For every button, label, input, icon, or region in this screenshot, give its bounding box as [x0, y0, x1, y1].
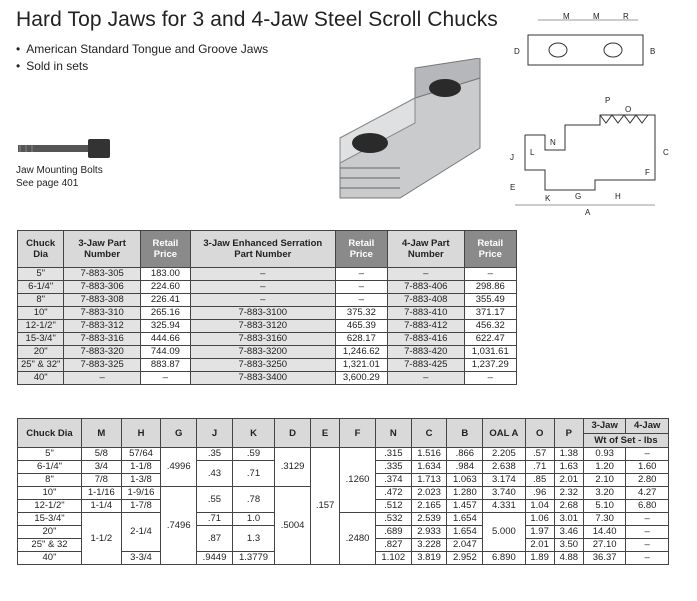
table-cell: 444.66	[140, 333, 190, 346]
table-row	[18, 294, 517, 307]
table-cell: 2.80	[626, 474, 669, 487]
table-cell: 7-883-3160	[190, 333, 335, 346]
table-cell: 3-3/4	[121, 552, 161, 565]
table-cell: 1.63	[554, 461, 583, 474]
col-header: K	[232, 419, 274, 448]
table-cell: –	[626, 448, 669, 461]
table-cell: 12-1/2"	[18, 320, 64, 333]
dim-label: F	[645, 168, 650, 177]
table-cell: –	[190, 294, 335, 307]
table-cell: 1.3	[232, 526, 274, 552]
table-cell: 7-883-425	[388, 359, 464, 372]
table-cell: 1.20	[583, 461, 625, 474]
table-cell: 183.00	[140, 268, 190, 281]
col-header: D	[275, 419, 311, 448]
table-cell: 7-883-420	[388, 346, 464, 359]
table-cell: .4996	[161, 448, 197, 487]
table-cell: 1.97	[525, 526, 554, 539]
table-cell: 5.10	[583, 500, 625, 513]
table-cell: 1.89	[525, 552, 554, 565]
table-cell: 7-883-3120	[190, 320, 335, 333]
dim-label: B	[650, 47, 656, 56]
table-cell: 5.000	[483, 513, 525, 552]
bolt-caption: Jaw Mounting Bolts See page 401	[16, 165, 103, 189]
dim-label: H	[615, 192, 621, 201]
table-cell: 1.634	[411, 461, 447, 474]
table-cell: 7-883-310	[64, 307, 140, 320]
table-cell: 744.09	[140, 346, 190, 359]
table-cell: 7-883-410	[388, 307, 464, 320]
bullet-item: • Sold in sets	[16, 58, 268, 75]
page-title: Hard Top Jaws for 3 and 4-Jaw Steel Scroll Chucks	[16, 8, 498, 31]
table-cell: 1-1/8	[121, 461, 161, 474]
col-header: OAL A	[483, 419, 525, 448]
table-cell: –	[335, 268, 387, 281]
table-cell: 1.654	[447, 526, 483, 539]
table-cell: –	[388, 268, 464, 281]
col-header: G	[161, 419, 197, 448]
table-cell: 3.228	[411, 539, 447, 552]
table-cell: –	[626, 513, 669, 526]
table-cell: .85	[525, 474, 554, 487]
table-cell: .43	[197, 461, 233, 487]
table-cell: 3.46	[554, 526, 583, 539]
table-cell: .2480	[340, 513, 376, 565]
table-cell: 5"	[18, 448, 82, 461]
table-cell: 57/64	[121, 448, 161, 461]
dim-label: R	[623, 12, 629, 21]
table-cell: 226.41	[140, 294, 190, 307]
table-cell: .472	[375, 487, 411, 500]
table-cell: 20"	[18, 526, 82, 539]
dim-label: E	[510, 183, 516, 192]
table-cell: 371.17	[464, 307, 517, 320]
col-header: 4-Jaw Part Number	[388, 231, 464, 268]
table-cell: 7-883-316	[64, 333, 140, 346]
table-cell: .71	[197, 513, 233, 526]
table-cell: 14.40	[583, 526, 625, 539]
col-header: E	[310, 419, 339, 448]
table-cell: 3,600.29	[335, 372, 387, 385]
table-cell: –	[190, 281, 335, 294]
col-header: M	[81, 419, 121, 448]
table-cell: .78	[232, 487, 274, 513]
table-cell: 4.88	[554, 552, 583, 565]
table-cell: 2.01	[554, 474, 583, 487]
table-cell: .532	[375, 513, 411, 526]
table-cell: 325.94	[140, 320, 190, 333]
table-cell: –	[626, 539, 669, 552]
table-cell: 2.32	[554, 487, 583, 500]
table-cell: 1-1/16	[81, 487, 121, 500]
dim-label: P	[605, 96, 611, 105]
col-header: N	[375, 419, 411, 448]
table-cell: 1,246.62	[335, 346, 387, 359]
table-cell: .374	[375, 474, 411, 487]
table-cell: 2.952	[447, 552, 483, 565]
table-cell: 3.50	[554, 539, 583, 552]
table-cell: 2.68	[554, 500, 583, 513]
table-row	[18, 281, 517, 294]
table-cell: .71	[232, 461, 274, 487]
price-table	[17, 230, 517, 385]
table-cell: 27.10	[583, 539, 625, 552]
table-cell: 7-883-325	[64, 359, 140, 372]
col-header: 4-Jaw	[626, 419, 669, 434]
table-cell: 3.174	[483, 474, 525, 487]
table-cell: 1,321.01	[335, 359, 387, 372]
table-cell: 15-3/4"	[18, 333, 64, 346]
table-cell: 6.890	[483, 552, 525, 565]
table-cell: 7-883-3400	[190, 372, 335, 385]
dimensions-table	[17, 418, 669, 565]
table-cell: 1.04	[525, 500, 554, 513]
side-view-diagram	[505, 95, 685, 220]
table-cell: 7-883-308	[64, 294, 140, 307]
table-cell: 1.06	[525, 513, 554, 526]
table-cell: 25" & 32	[18, 539, 82, 552]
table-cell: 375.32	[335, 307, 387, 320]
bullet-item: • American Standard Tongue and Groove Jaws	[16, 41, 268, 58]
table-cell: 7/8	[81, 474, 121, 487]
col-header: B	[447, 419, 483, 448]
table-row	[18, 333, 517, 346]
table-cell: .35	[197, 448, 233, 461]
dim-label: N	[550, 138, 556, 147]
table-cell: .335	[375, 461, 411, 474]
table-cell: 10"	[18, 307, 64, 320]
table-cell: 4.27	[626, 487, 669, 500]
table-cell: 40"	[18, 552, 82, 565]
table-row	[18, 320, 517, 333]
table-cell: 3.20	[583, 487, 625, 500]
dim-label: C	[663, 148, 669, 157]
table-cell: 2.205	[483, 448, 525, 461]
table-cell: 7-883-406	[388, 281, 464, 294]
table-cell: .96	[525, 487, 554, 500]
table-cell: 6.80	[626, 500, 669, 513]
table-cell: 3/4	[81, 461, 121, 474]
col-header: P	[554, 419, 583, 448]
dim-label: M	[563, 12, 570, 21]
table-cell: 2.023	[411, 487, 447, 500]
dim-label: L	[530, 148, 535, 157]
col-header: Chuck Dia	[18, 419, 82, 448]
table-cell: .3129	[275, 448, 311, 487]
col-header: O	[525, 419, 554, 448]
table-cell: 3.740	[483, 487, 525, 500]
table-cell: 7-883-320	[64, 346, 140, 359]
table-cell: 8"	[18, 474, 82, 487]
table-cell: 6-1/4"	[18, 281, 64, 294]
dim-label: G	[575, 192, 582, 201]
dim-label: D	[514, 47, 520, 56]
table-cell: 622.47	[464, 333, 517, 346]
table-cell: .157	[310, 448, 339, 565]
table-cell: 7.30	[583, 513, 625, 526]
table-cell: 0.93	[583, 448, 625, 461]
table-row	[18, 268, 517, 281]
table-cell: 1-3/8	[121, 474, 161, 487]
table-cell: 1.60	[626, 461, 669, 474]
top-view-diagram	[508, 10, 668, 80]
table-cell: 5/8	[81, 448, 121, 461]
table-cell: 1,237.29	[464, 359, 517, 372]
table-cell: .57	[525, 448, 554, 461]
table-cell: .55	[197, 487, 233, 513]
table-cell: .866	[447, 448, 483, 461]
table-cell: –	[140, 372, 190, 385]
dim-label: A	[585, 208, 591, 217]
table-cell: 1.102	[375, 552, 411, 565]
table-cell: 265.16	[140, 307, 190, 320]
table-cell: –	[388, 372, 464, 385]
dim-label: J	[510, 153, 514, 162]
table-cell: 10"	[18, 487, 82, 500]
table-cell: 1.457	[447, 500, 483, 513]
dim-label: K	[545, 194, 551, 203]
table-cell: .87	[197, 526, 233, 552]
col-header: C	[411, 419, 447, 448]
table-cell: 1-1/4	[81, 500, 121, 513]
table-cell: .689	[375, 526, 411, 539]
table-cell: 12-1/2"	[18, 500, 82, 513]
table-cell: 7-883-312	[64, 320, 140, 333]
table-cell: 7-883-408	[388, 294, 464, 307]
table-cell: 15-3/4"	[18, 513, 82, 526]
col-header: F	[340, 419, 376, 448]
table-cell: –	[626, 552, 669, 565]
table-cell: .315	[375, 448, 411, 461]
table-cell: 7-883-3200	[190, 346, 335, 359]
table-cell: 3.01	[554, 513, 583, 526]
table-cell: 7-883-305	[64, 268, 140, 281]
table-cell: 355.49	[464, 294, 517, 307]
table-cell: –	[190, 268, 335, 281]
table-cell: 2.165	[411, 500, 447, 513]
table-cell: 1-1/2	[81, 513, 121, 565]
table-cell: 2.10	[583, 474, 625, 487]
feature-bullets	[16, 41, 268, 75]
table-cell: 3.819	[411, 552, 447, 565]
table-cell: 7-883-3250	[190, 359, 335, 372]
table-cell: 7-883-306	[64, 281, 140, 294]
col-header: 3-Jaw Part Number	[64, 231, 140, 268]
table-cell: 7-883-3100	[190, 307, 335, 320]
dim-label: M	[593, 12, 600, 21]
table-cell: .71	[525, 461, 554, 474]
table-cell: 5"	[18, 268, 64, 281]
table-row	[18, 372, 517, 385]
table-cell: 4.331	[483, 500, 525, 513]
table-row	[18, 307, 517, 320]
table-cell: 2-1/4	[121, 513, 161, 552]
table-cell: 2.047	[447, 539, 483, 552]
col-header: Retail Price	[464, 231, 517, 268]
table-cell: 224.60	[140, 281, 190, 294]
table-cell: 20"	[18, 346, 64, 359]
table-cell: 1,031.61	[464, 346, 517, 359]
table-cell: 1.38	[554, 448, 583, 461]
table-cell: –	[335, 281, 387, 294]
table-cell: 298.86	[464, 281, 517, 294]
table-cell: –	[464, 372, 517, 385]
col-header: 3-Jaw	[583, 419, 625, 434]
table-cell: 2.539	[411, 513, 447, 526]
table-cell: 8"	[18, 294, 64, 307]
table-cell: 6-1/4"	[18, 461, 82, 474]
table-cell: –	[626, 526, 669, 539]
table-cell: 465.39	[335, 320, 387, 333]
table-cell: 1-9/16	[121, 487, 161, 500]
table-cell: .1260	[340, 448, 376, 513]
table-cell: –	[464, 268, 517, 281]
table-cell: .984	[447, 461, 483, 474]
table-cell: –	[64, 372, 140, 385]
table-cell: .7496	[161, 487, 197, 565]
dim-label: O	[625, 105, 632, 114]
table-cell: 883.87	[140, 359, 190, 372]
table-cell: 36.37	[583, 552, 625, 565]
col-header: 3-Jaw Enhanced Serration Part Number	[190, 231, 335, 268]
col-header: J	[197, 419, 233, 448]
col-subheader: Wt of Set - lbs	[583, 433, 668, 448]
col-header: Retail Price	[335, 231, 387, 268]
table-cell: 1.280	[447, 487, 483, 500]
table-cell: 1.516	[411, 448, 447, 461]
col-header: Chuck Dia	[18, 231, 64, 268]
table-cell: .5004	[275, 487, 311, 565]
table-cell: 628.17	[335, 333, 387, 346]
table-cell: 40"	[18, 372, 64, 385]
table-cell: 1.713	[411, 474, 447, 487]
table-cell: 25" & 32"	[18, 359, 64, 372]
table-cell: –	[335, 294, 387, 307]
table-cell: 456.32	[464, 320, 517, 333]
table-cell: 7-883-412	[388, 320, 464, 333]
table-row	[18, 346, 517, 359]
table-cell: .827	[375, 539, 411, 552]
table-cell: 1.0	[232, 513, 274, 526]
table-cell: 2.01	[525, 539, 554, 552]
table-cell: 1.063	[447, 474, 483, 487]
table-cell: .512	[375, 500, 411, 513]
table-cell: 2.933	[411, 526, 447, 539]
table-cell: 7-883-416	[388, 333, 464, 346]
table-row	[18, 359, 517, 372]
table-cell: 1.654	[447, 513, 483, 526]
jaw-photo	[330, 58, 490, 208]
bolt-image	[18, 136, 113, 162]
table-cell: 1.3779	[232, 552, 274, 565]
table-cell: 1-7/8	[121, 500, 161, 513]
col-header: H	[121, 419, 161, 448]
table-cell: 2.638	[483, 461, 525, 474]
col-header: Retail Price	[140, 231, 190, 268]
table-cell: .9449	[197, 552, 233, 565]
table-cell: .59	[232, 448, 274, 461]
